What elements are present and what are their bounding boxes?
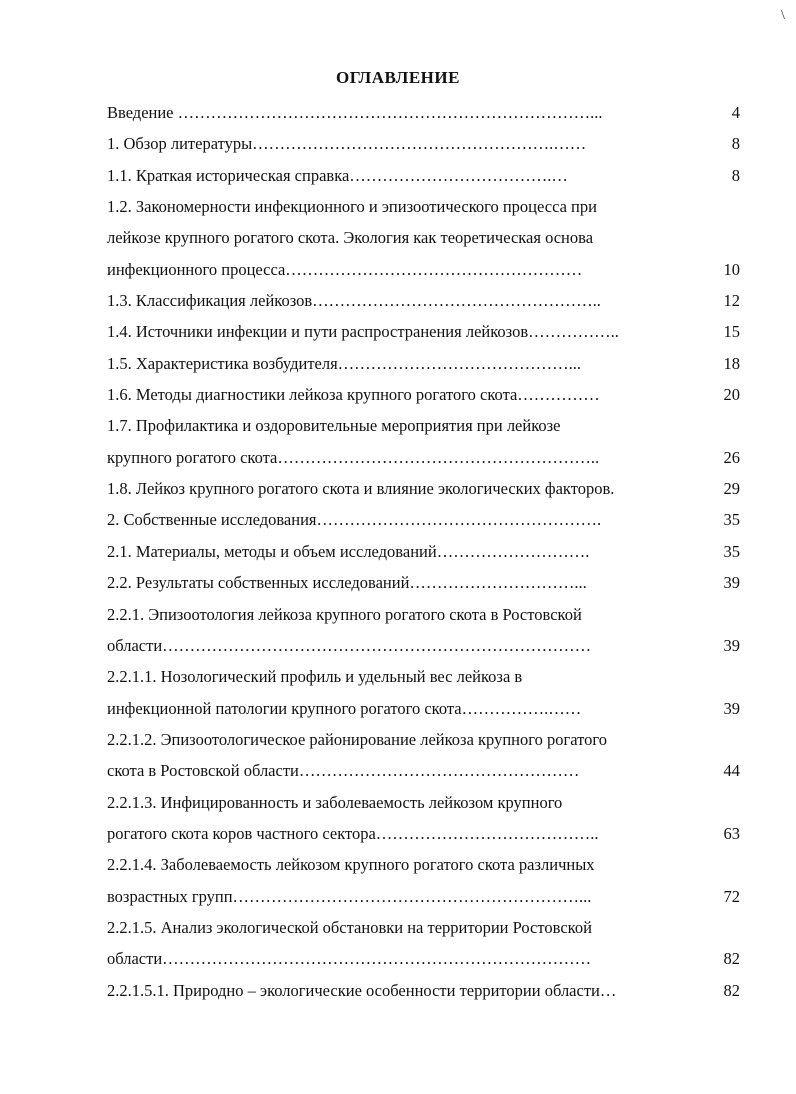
- toc-page-number: 44: [723, 761, 740, 781]
- toc-entry-text: лейкозе крупного рогатого скота. Экология как теоретическая основа: [107, 228, 594, 248]
- toc-line: [107, 975, 742, 1006]
- toc-line: [107, 379, 742, 410]
- toc-line: [107, 410, 742, 441]
- toc-entry-text: 2.1. Материалы, методы и объем исследований……………………….: [107, 541, 590, 561]
- toc-page-number: 4: [731, 103, 740, 122]
- toc-page-number: 35: [723, 510, 740, 530]
- toc-line: [107, 128, 742, 159]
- toc-entry-text: инфекционной патологии крупного рогатого скота…………….……: [107, 698, 582, 718]
- table-of-contents: [107, 97, 742, 1006]
- toc-entry-text: 1.6. Методы диагностики лейкоза крупного рогатого скота……………: [107, 385, 600, 405]
- toc-line: [107, 912, 742, 943]
- toc-line: [107, 661, 742, 692]
- toc-line: [107, 348, 742, 379]
- toc-line: [107, 504, 742, 535]
- toc-line: [107, 599, 742, 630]
- toc-page-number: 8: [731, 165, 740, 185]
- toc-page-number: 12: [723, 291, 740, 311]
- toc-line: [107, 724, 742, 755]
- toc-line: [107, 567, 742, 598]
- toc-entry-text: 1.3. Классификация лейкозов……………………………………………..: [107, 291, 601, 311]
- toc-page-number: 82: [723, 949, 740, 969]
- toc-entry-text: 1. Обзор литературы……………………………………………….……: [107, 134, 587, 154]
- toc-page-number: 29: [723, 479, 740, 499]
- toc-entry-text: возрастных групп………………………………………………………...: [107, 886, 592, 906]
- toc-entry-text: рогатого скота коров частного сектора…………………………………..: [107, 823, 599, 843]
- toc-entry-text: 2.2.1.5. Анализ экологической обстановки на территории Ростовской: [107, 917, 592, 937]
- toc-page-number: 39: [723, 573, 740, 593]
- toc-entry-text: 1.1. Краткая историческая справка……………………………….…: [107, 165, 568, 185]
- toc-page-number: 20: [723, 385, 740, 405]
- corner-mark: \: [781, 8, 785, 23]
- toc-line: [107, 160, 742, 191]
- toc-line: [107, 536, 742, 567]
- toc-line: [107, 943, 742, 974]
- toc-page-number: 39: [723, 635, 740, 655]
- toc-entry-text: 1.8. Лейкоз крупного рогатого скота и влияние экологических факторов.: [107, 479, 615, 499]
- toc-line: [107, 849, 742, 880]
- toc-line: [107, 285, 742, 316]
- toc-entry-text: области……………………………………………………………………: [107, 949, 592, 969]
- toc-line: [107, 191, 742, 222]
- toc-page-number: 15: [723, 322, 740, 342]
- toc-line: [107, 473, 742, 504]
- toc-entry-text: инфекционного процесса………………………………………………: [107, 259, 583, 279]
- toc-line: [107, 881, 742, 912]
- toc-entry-text: 1.5. Характеристика возбудителя……………………………………...: [107, 353, 582, 373]
- toc-entry-text: области……………………………………………………………………: [107, 635, 592, 655]
- toc-page-number: 82: [723, 980, 740, 1000]
- toc-page-number: 35: [723, 541, 740, 561]
- toc-line: [107, 222, 742, 253]
- toc-entry-text: 1.2. Закономерности инфекционного и эпизоотического процесса при: [107, 197, 597, 217]
- toc-line: [107, 630, 742, 661]
- toc-line: [107, 254, 742, 285]
- toc-entry-text: 2.2.1.4. Заболеваемость лейкозом крупного рогатого скота различных: [107, 855, 595, 875]
- toc-entry-text: 2.2.1. Эпизоотология лейкоза крупного рогатого скота в Ростовской: [107, 604, 582, 624]
- toc-entry-text: 2.2.1.1. Нозологический профиль и удельный вес лейкоза в: [107, 667, 523, 687]
- toc-page-number: 18: [723, 353, 740, 373]
- toc-entry-text: 1.7. Профилактика и оздоровительные мероприятия при лейкозе: [107, 416, 561, 436]
- toc-page-number: 63: [723, 823, 740, 843]
- toc-entry-text: 2.2.1.5.1. Природно – экологические особенности территории области…: [107, 980, 617, 1000]
- toc-line: [107, 442, 742, 473]
- toc-entry-text: 1.4. Источники инфекции и пути распространения лейкозов……………..: [107, 322, 619, 342]
- toc-entry-text: Введение …………………………………………………………………...: [107, 103, 603, 122]
- toc-line: [107, 693, 742, 724]
- toc-page-number: 10: [723, 259, 740, 279]
- toc-entry-text: 2.2.1.3. Инфицированность и заболеваемость лейкозом крупного: [107, 792, 563, 812]
- page-title: ОГЛАВЛЕНИЕ: [336, 68, 460, 87]
- toc-line: [107, 787, 742, 818]
- toc-line: [107, 97, 742, 128]
- toc-entry-text: крупного рогатого скота…………………………………………………..: [107, 447, 600, 467]
- toc-entry-text: скота в Ростовской области……………………………………………: [107, 761, 580, 781]
- toc-line: [107, 818, 742, 849]
- toc-page-number: 8: [731, 134, 740, 154]
- toc-line: [107, 755, 742, 786]
- toc-entry-text: 2.2. Результаты собственных исследований…………………………...: [107, 573, 587, 593]
- toc-page-number: 72: [723, 886, 740, 906]
- toc-page-number: 39: [723, 698, 740, 718]
- toc-entry-text: 2.2.1.2. Эпизоотологическое районирование лейкоза крупного рогатого: [107, 729, 607, 749]
- toc-entry-text: 2. Собственные исследования…………………………………………….: [107, 510, 602, 530]
- toc-line: [107, 316, 742, 347]
- toc-page-number: 26: [723, 447, 740, 467]
